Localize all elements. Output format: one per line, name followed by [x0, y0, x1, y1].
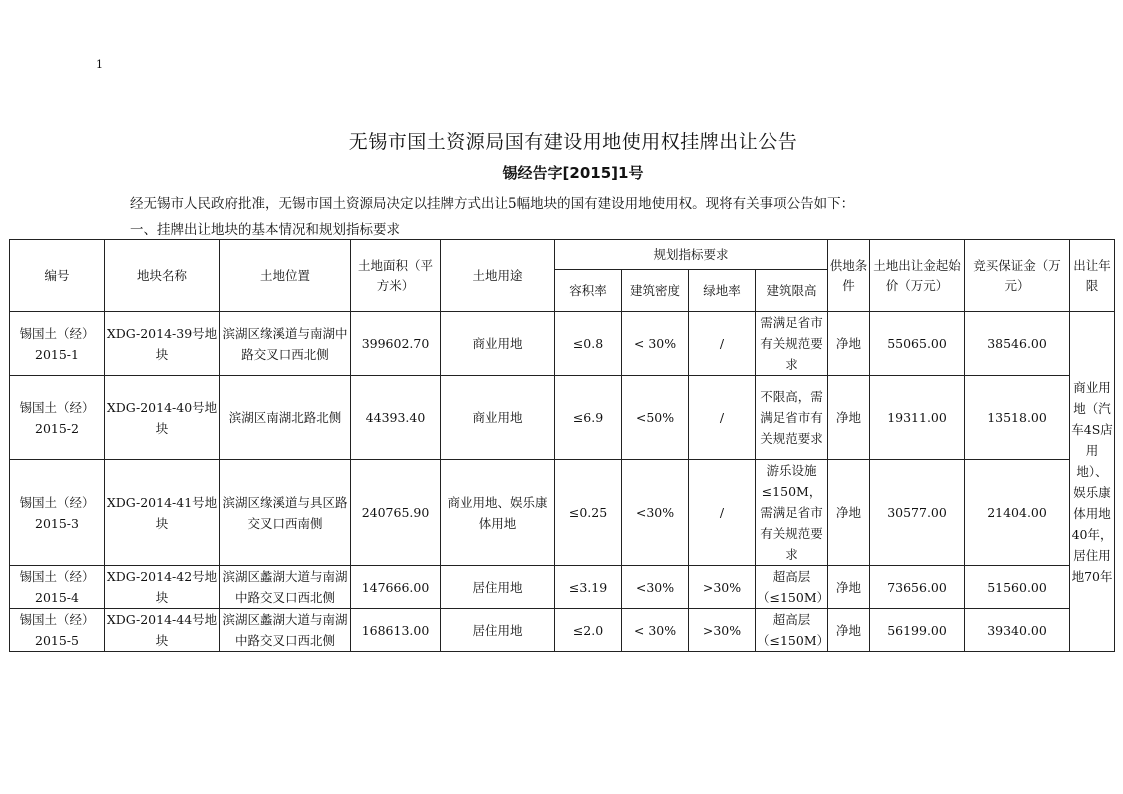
- cell-start-price: 55065.00: [870, 312, 965, 376]
- cell-location: 滨湖区蠡湖大道与南湖中路交叉口西北侧: [220, 609, 351, 652]
- header-name: 地块名称: [105, 240, 220, 312]
- land-parcel-table: [9, 239, 1115, 652]
- cell-area: 44393.40: [351, 376, 441, 460]
- header-far: 容积率: [555, 270, 622, 312]
- cell-green: /: [689, 312, 756, 376]
- cell-height: 超高层（≤150M）: [756, 566, 828, 609]
- header-use: 土地用途: [441, 240, 555, 312]
- header-planning: 规划指标要求: [555, 240, 828, 270]
- cell-code: 锡国土（经）2015-2: [10, 376, 105, 460]
- header-area: 土地面积（平方米）: [351, 240, 441, 312]
- header-deposit: 竞买保证金（万元）: [965, 240, 1070, 312]
- cell-far: ≤2.0: [555, 609, 622, 652]
- cell-density: < 30%: [622, 312, 689, 376]
- cell-density: < 30%: [622, 609, 689, 652]
- header-supply: 供地条件: [828, 240, 870, 312]
- header-height: 建筑限高: [756, 270, 828, 312]
- page-number: 1: [96, 58, 103, 71]
- document-number: 锡经告字[2015]1号: [502, 164, 644, 182]
- page-title: 无锡市国土资源局国有建设用地使用权挂牌出让公告: [348, 131, 798, 153]
- cell-location: 滨湖区南湖北路北侧: [220, 376, 351, 460]
- cell-code: 锡国土（经）2015-1: [10, 312, 105, 376]
- table-row: [10, 609, 1115, 652]
- cell-deposit: 38546.00: [965, 312, 1070, 376]
- cell-green: >30%: [689, 609, 756, 652]
- cell-density: <50%: [622, 376, 689, 460]
- cell-supply: 净地: [828, 460, 870, 566]
- cell-far: ≤6.9: [555, 376, 622, 460]
- intro-paragraph: 经无锡市人民政府批准，无锡市国土资源局决定以挂牌方式出让5幅地块的国有建设用地使用权。现将有关事项公告如下：: [130, 196, 855, 212]
- cell-location: 滨湖区蠡湖大道与南湖中路交叉口西北侧: [220, 566, 351, 609]
- cell-density: <30%: [622, 460, 689, 566]
- cell-height: 需满足省市有关规范要求: [756, 312, 828, 376]
- cell-use: 商业用地、娱乐康体用地: [441, 460, 555, 566]
- cell-density: <30%: [622, 566, 689, 609]
- cell-area: 168613.00: [351, 609, 441, 652]
- cell-use: 商业用地: [441, 376, 555, 460]
- cell-deposit: 51560.00: [965, 566, 1070, 609]
- cell-height: 不限高，需满足省市有关规范要求: [756, 376, 828, 460]
- cell-use: 商业用地: [441, 312, 555, 376]
- cell-location: 滨湖区缘溪道与南湖中路交叉口西北侧: [220, 312, 351, 376]
- cell-area: 240765.90: [351, 460, 441, 566]
- cell-use: 居住用地: [441, 566, 555, 609]
- cell-green: >30%: [689, 566, 756, 609]
- cell-code: 锡国土（经）2015-3: [10, 460, 105, 566]
- header-density: 建筑密度: [622, 270, 689, 312]
- cell-far: ≤0.25: [555, 460, 622, 566]
- cell-area: 399602.70: [351, 312, 441, 376]
- cell-supply: 净地: [828, 376, 870, 460]
- cell-start-price: 19311.00: [870, 376, 965, 460]
- cell-supply: 净地: [828, 609, 870, 652]
- cell-far: ≤3.19: [555, 566, 622, 609]
- cell-far: ≤0.8: [555, 312, 622, 376]
- table-row: [10, 312, 1115, 376]
- header-period: 出让年限: [1070, 240, 1115, 312]
- cell-start-price: 73656.00: [870, 566, 965, 609]
- cell-deposit: 21404.00: [965, 460, 1070, 566]
- cell-supply: 净地: [828, 566, 870, 609]
- table-row: [10, 376, 1115, 460]
- table-row: [10, 460, 1115, 566]
- cell-deposit: 13518.00: [965, 376, 1070, 460]
- cell-start-price: 30577.00: [870, 460, 965, 566]
- cell-use: 居住用地: [441, 609, 555, 652]
- cell-start-price: 56199.00: [870, 609, 965, 652]
- cell-name: XDG-2014-42号地块: [105, 566, 220, 609]
- cell-name: XDG-2014-39号地块: [105, 312, 220, 376]
- header-location: 土地位置: [220, 240, 351, 312]
- cell-name: XDG-2014-40号地块: [105, 376, 220, 460]
- section-heading: 一、挂牌出让地块的基本情况和规划指标要求: [130, 222, 400, 238]
- cell-green: /: [689, 460, 756, 566]
- cell-location: 滨湖区缘溪道与具区路交叉口西南侧: [220, 460, 351, 566]
- cell-period: 商业用地（汽车4S店用地）、娱乐康体用地40年，居住用地70年: [1070, 312, 1115, 652]
- header-green: 绿地率: [689, 270, 756, 312]
- table-row: [10, 566, 1115, 609]
- cell-code: 锡国土（经）2015-5: [10, 609, 105, 652]
- cell-code: 锡国土（经）2015-4: [10, 566, 105, 609]
- cell-height: 超高层（≤150M）: [756, 609, 828, 652]
- header-code: 编号: [10, 240, 105, 312]
- cell-name: XDG-2014-44号地块: [105, 609, 220, 652]
- cell-area: 147666.00: [351, 566, 441, 609]
- cell-green: /: [689, 376, 756, 460]
- cell-name: XDG-2014-41号地块: [105, 460, 220, 566]
- cell-height: 游乐设施≤150M，需满足省市有关规范要求: [756, 460, 828, 566]
- cell-supply: 净地: [828, 312, 870, 376]
- header-start-price: 土地出让金起始价（万元）: [870, 240, 965, 312]
- cell-deposit: 39340.00: [965, 609, 1070, 652]
